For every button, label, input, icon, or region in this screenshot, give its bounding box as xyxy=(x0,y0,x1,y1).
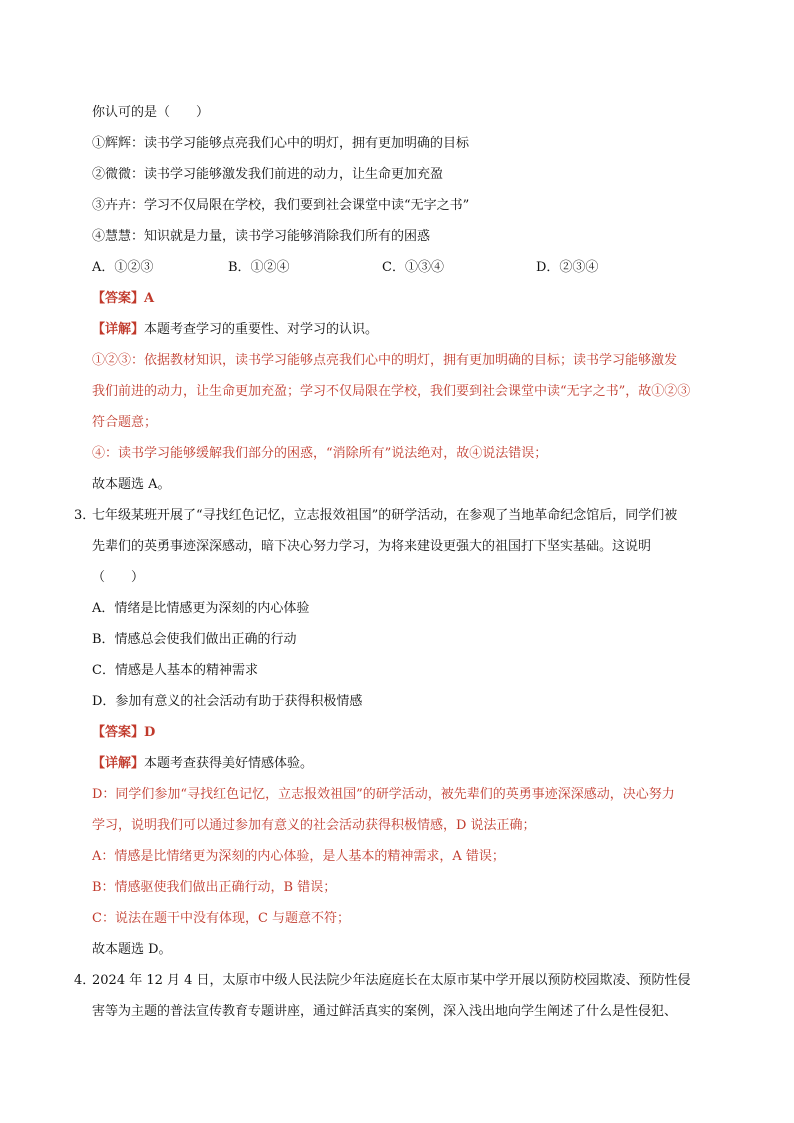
q2-option-b: B．①②④ xyxy=(228,260,290,275)
q2-answer-label: 【答案】 xyxy=(92,291,145,306)
q3-detail-text: 本题考查获得美好情感体验。 xyxy=(144,756,314,771)
q3-option-a: A．情绪是比情感更为深刻的内心体验 xyxy=(92,601,310,616)
q2-explanation-line-2: 我们前进的动力，让生命更加充盈；学习不仅局限在学校，我们要到社会课堂中读“无字之书”，故①②③ xyxy=(92,384,691,399)
q3-explanation-line-1: D：同学们参加“寻找红色记忆，立志报效祖国”的研学活动，被先辈们的英勇事迹深深感动，决心努力 xyxy=(92,787,675,802)
q3-answer xyxy=(92,724,155,742)
q3-detail xyxy=(92,755,313,773)
q3-explanation-line-4: B：情感驱使我们做出正确行动，B 错误； xyxy=(92,880,337,895)
q3-conclusion: 故本题选 D。 xyxy=(92,942,172,957)
q2-item-4: ④慧慧：知识就是力量，读书学习能够消除我们所有的困惑 xyxy=(92,229,431,244)
q3-answer-value: D xyxy=(144,725,156,740)
q3-number: 3． xyxy=(74,508,96,523)
q2-detail xyxy=(92,321,378,339)
q3-detail-label: 【详解】 xyxy=(92,756,145,771)
q3-option-d: D．参加有意义的社会活动有助于获得积极情感 xyxy=(92,694,363,709)
q4-number: 4． xyxy=(74,973,96,988)
q4-stem-line-2: 害等为主题的普法宣传教育专题讲座，通过鲜活真实的案例，深入浅出地向学生阐述了什么是性侵犯、 xyxy=(92,1004,678,1019)
q2-option-a: A．①②③ xyxy=(92,260,154,275)
q3-option-c: C．情感是人基本的精神需求 xyxy=(92,663,258,678)
q2-explanation-line-4: ④：读书学习能够缓解我们部分的困惑，“消除所有”说法绝对，故④说法错误； xyxy=(92,446,548,461)
q2-detail-label: 【详解】 xyxy=(92,322,145,337)
q2-answer xyxy=(92,290,154,308)
q3-explanation-line-2: 学习，说明我们可以通过参加有意义的社会活动获得积极情感，D 说法正确； xyxy=(92,818,536,833)
q2-explanation-line-1: ①②③：依据教材知识，读书学习能够点亮我们心中的明灯，拥有更加明确的目标；读书学习能够激发 xyxy=(92,353,678,368)
q2-detail-text: 本题考查学习的重要性、对学习的认识。 xyxy=(144,322,379,337)
q2-stem: 你认可的是（ ） xyxy=(92,105,210,120)
q4-stem-line-1: 2024 年 12 月 4 日，太原市中级人民法院少年法庭庭长在太原市某中学开展以预防校园欺凌、预防性侵 xyxy=(92,973,691,988)
q3-answer-label: 【答案】 xyxy=(92,725,145,740)
q2-item-3: ③卉卉：学习不仅局限在学校，我们要到社会课堂中读“无字之书” xyxy=(92,198,470,213)
q3-stem-line-2: 先辈们的英勇事迹深深感动，暗下决心努力学习，为将来建设更强大的祖国打下坚实基础。这说明 xyxy=(92,539,652,554)
q2-item-2: ②微微：读书学习能够激发我们前进的动力，让生命更加充盈 xyxy=(92,167,444,182)
q3-stem-line-3: （ ） xyxy=(92,570,145,585)
q3-explanation-line-5: C：说法在题干中没有体现，C 与题意不符； xyxy=(92,911,351,926)
q3-explanation-line-3: A：情感是比情绪更为深刻的内心体验，是人基本的精神需求，A 错误； xyxy=(92,849,505,864)
q2-conclusion: 故本题选 A。 xyxy=(92,477,171,492)
q2-option-c: C．①③④ xyxy=(382,260,444,275)
q3-option-b: B．情感总会使我们做出正确的行动 xyxy=(92,632,297,647)
q2-item-1: ①辉辉：读书学习能够点亮我们心中的明灯，拥有更加明确的目标 xyxy=(92,136,470,151)
q2-option-d: D．②③④ xyxy=(536,260,599,275)
q2-answer-value: A xyxy=(144,291,155,306)
q3-stem-line-1: 七年级某班开展了“寻找红色记忆，立志报效祖国”的研学活动，在参观了当地革命纪念馆后，同学们被 xyxy=(92,508,678,523)
q2-explanation-line-3: 符合题意； xyxy=(92,415,158,430)
